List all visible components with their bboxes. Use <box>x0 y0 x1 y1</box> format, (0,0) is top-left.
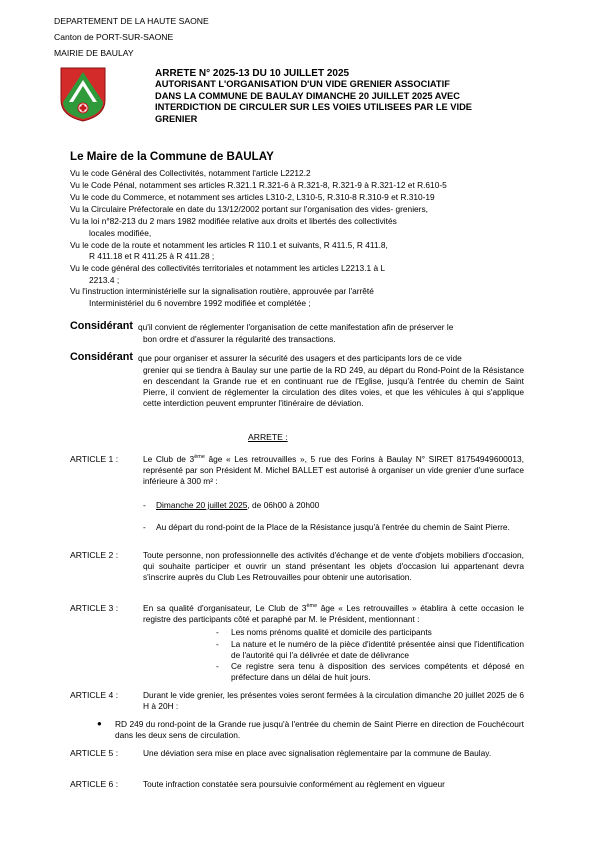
dash-bullet: - <box>143 522 146 532</box>
considerant-2-text: grenier qui se tiendra à Baulay sur une partie de la RD 249, au départ du Rond-Point de la Résistance en descendant la Grande rue et en continuant rue de l'Eglise, jusqu'à l'entrée du chemin de Saint Pierre, il convient de réglementer la circulation des dites voies, et que les véhicules à qui s'applique cette interdiction peuvent emprunter l'itinéraire de déviation. <box>143 365 524 408</box>
bullet-dot-icon: ● <box>97 719 102 728</box>
article-6-label: ARTICLE 6 : <box>70 779 119 789</box>
arrete-heading: ARRETE : <box>248 432 288 442</box>
article-3-label: ARTICLE 3 : <box>70 603 119 613</box>
article-2-label: ARTICLE 2 : <box>70 550 119 560</box>
vu-line: locales modifiée, <box>89 228 152 238</box>
vu-line: R 411.18 et R 411.25 à R 411.28 ; <box>89 251 215 261</box>
article-1-location: Au départ du rond-point de la Place de la Résistance jusqu'à l'entrée du chemin de Saint Pierre. <box>156 522 510 532</box>
vu-line: 2213.4 ; <box>89 275 120 285</box>
vu-line: Vu le code général des collectivités territoriales et notamment les articles L2213.1 à L <box>70 263 386 273</box>
vu-line: Interministériel du 6 novembre 1992 modifiée et complétée ; <box>89 298 311 308</box>
arrete-title <box>155 68 545 125</box>
vu-line: Vu la Circulaire Préfectorale en date du 13/12/2002 portant sur l'organisation des vides- greniers, <box>70 204 428 214</box>
article-3-text: En sa qualité d'organisateur, Le Club de 3ème âge « Les retrouvailles » établira à cette occasion le registre des participants côté et paraphé par M. le Président, mentionnant : <box>143 603 524 624</box>
article-1-date: Dimanche 20 juillet 2025, de 06h00 à 20h00 <box>156 500 320 510</box>
article-4-label: ARTICLE 4 : <box>70 690 119 700</box>
mairie-label: MAIRIE DE BAULAY <box>54 48 134 58</box>
maire-heading: Le Maire de la Commune de BAULAY <box>70 150 274 163</box>
considerant-1-line-2: bon ordre et d'assurer la régularité des transactions. <box>143 334 336 344</box>
article-5-label: ARTICLE 5 : <box>70 748 119 758</box>
vu-line: Vu le Code Pénal, notamment ses articles R.321.1 R.321-6 à R.321-8, R.321-9 à R.321-12 et R.610-5 <box>70 180 447 190</box>
considerant-label: Considérant <box>70 351 133 363</box>
considerant-2-line-1: que pour organiser et assurer la sécurité des usagers et des participants lors de ce vide <box>138 353 462 363</box>
article-3-item: Les noms prénoms qualité et domicile des participants <box>231 627 432 637</box>
considerant-1-line-1: qu'il convient de réglementer l'organisation de cette manifestation afin de préserver le <box>138 322 454 332</box>
article-4-road: RD 249 du rond-point de la Grande rue jusqu'à l'entrée du chemin de Saint Pierre en direction de Fouchécourt dans les deux sens de circulation. <box>115 719 524 740</box>
article-1-label: ARTICLE 1 : <box>70 454 119 464</box>
title-line-4: INTERDICTION DE CIRCULER SUR LES VOIES UTILISEES PAR LE VIDE <box>155 102 472 113</box>
vu-line: Vu le code du Commerce, et notamment ses articles L310-2, L310-5, R.310-8 R.310-9 et R.310-19 <box>70 192 435 202</box>
dash-bullet: - <box>216 627 219 637</box>
article-3-item: Ce registre sera tenu à disposition des services compétents et déposé en préfecture dans un délai de huit jours. <box>231 661 524 682</box>
municipal-coat-of-arms-icon <box>59 66 107 122</box>
department-label: DEPARTEMENT DE LA HAUTE SAONE <box>54 16 209 26</box>
canton-label: Canton de PORT-SUR-SAONE <box>54 32 174 42</box>
title-line-5: GRENIER <box>155 113 198 124</box>
vu-line: Vu l'instruction interministérielle sur la signalisation routière, approuvée par l'arrêté <box>70 286 374 296</box>
article-1-text: Le Club de 3ème âge « Les retrouvailles », 5 rue des Forins à Baulay N° SIRET 81754949600013, représenté par son Président M. Michel BALLET est autorisé à organiser un vide grenier d'une surface inférieure à 300 m² : <box>143 454 524 486</box>
dash-bullet: - <box>143 500 146 510</box>
title-line-3: DANS LA COMMUNE DE BAULAY DIMANCHE 20 JUILLET 2025 AVEC <box>155 90 460 101</box>
vu-line: Vu le code Général des Collectivités, notamment l'article L2212.2 <box>70 168 311 178</box>
article-5-text: Une déviation sera mise en place avec signalisation règlementaire par la commune de Baulay. <box>143 748 492 758</box>
article-6-text: Toute infraction constatée sera poursuivie conformément au règlement en vigueur <box>143 779 445 789</box>
article-3-item: La nature et le numéro de la pièce d'identité présentée ainsi que l'identification de l'autorité qui l'a délivrée et date de délivrance <box>231 639 524 660</box>
title-line-2: AUTORISANT L'ORGANISATION D'UN VIDE GRENIER ASSOCIATIF <box>155 79 450 90</box>
considerant-label: Considérant <box>70 320 133 332</box>
title-line-1: ARRETE N° 2025-13 DU 10 JUILLET 2025 <box>155 68 350 79</box>
vu-line: Vu la loi n°82-213 du 2 mars 1982 modifiée relative aux droits et libertés des collectivités <box>70 216 397 226</box>
article-2-text: Toute personne, non professionnelle des activités d'échange et de vente d'objets mobiliers d'occasion, qui souhaite participer et ouvrir un stand présentant les objets d'occasion lui appartenant devra s'inscrire auprès du Club Les Retrouvailles pour obtenir une autorisation. <box>143 550 524 582</box>
dash-bullet: - <box>216 661 219 671</box>
vu-line: Vu le code de la route et notamment les articles R 110.1 et suivants, R 411.5, R 411.8, <box>70 240 388 250</box>
dash-bullet: - <box>216 639 219 649</box>
article-4-text: Durant le vide grenier, les présentes voies seront fermées à la circulation dimanche 20 juillet 2025 de 6 H à 20H : <box>143 690 524 711</box>
